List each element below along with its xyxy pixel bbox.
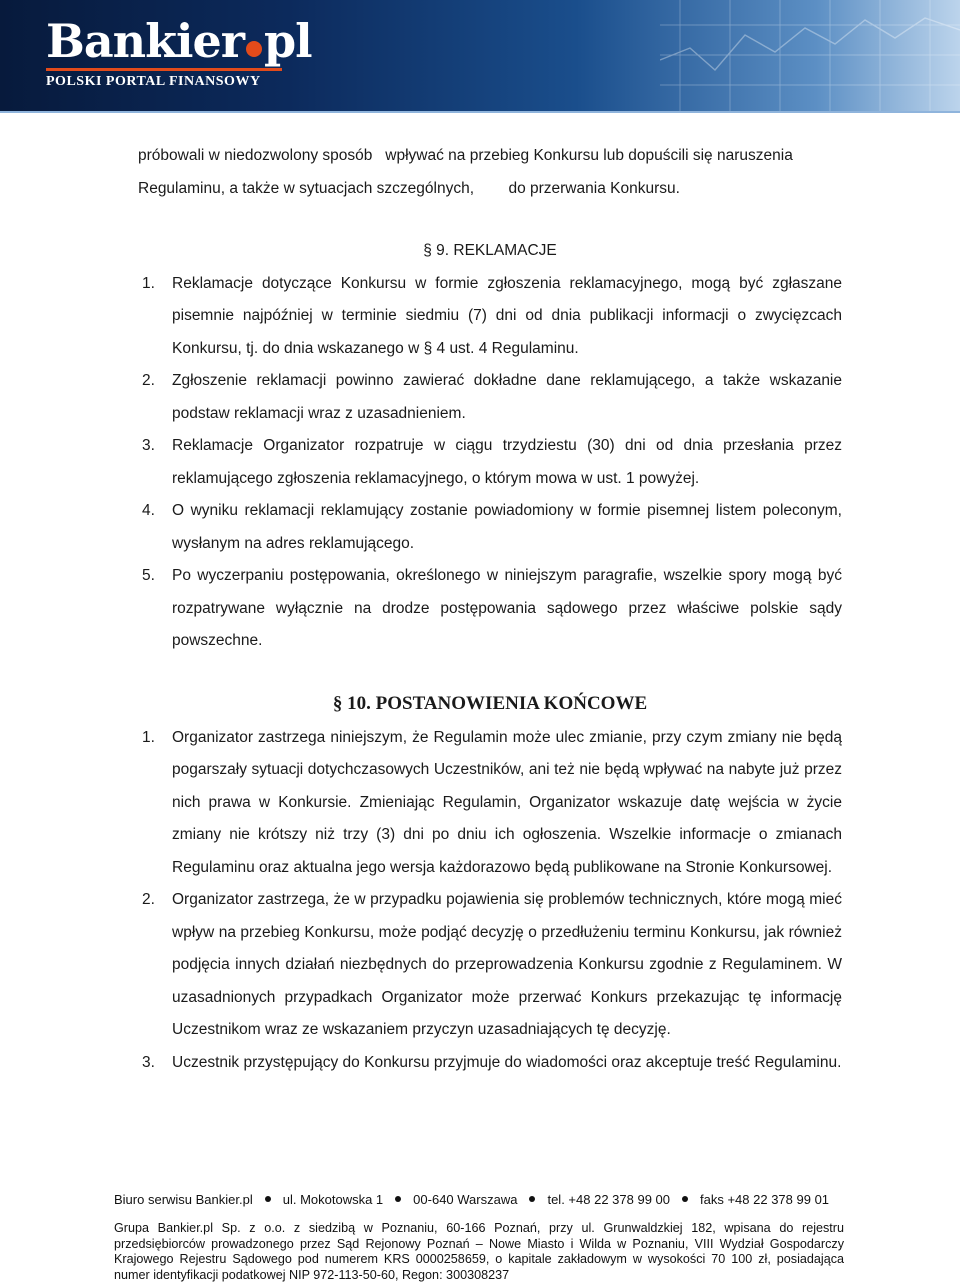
logo-underline [46, 68, 282, 71]
list-item [138, 1047, 842, 1080]
list-number: 1. [142, 274, 155, 292]
section-10-title: § 10. POSTANOWIENIA KOŃCOWE [332, 692, 648, 714]
list-number: 3. [142, 1053, 155, 1071]
logo-suffix-text: pl [263, 14, 312, 68]
page-footer [114, 1189, 844, 1283]
list-text: Po wyczerpaniu postępowania, określonego w niniejszym paragrafie, wszelkie spory mogą być rozpatrywane wyłącznie na drodze postępowania sądowego przez właściwe polskie sądy powszechne. [172, 567, 842, 649]
footer-street: ul. Mokotowska 1 [282, 1192, 384, 1207]
logo-dot-icon [246, 41, 262, 57]
logo-tagline: POLSKI PORTAL FINANSOWY [46, 74, 261, 89]
list-item [138, 430, 842, 495]
bullet-icon [265, 1196, 271, 1202]
list-item [138, 722, 842, 885]
bullet-icon [529, 1196, 535, 1202]
footer-office: Biuro serwisu Bankier.pl [114, 1192, 253, 1207]
list-number: 2. [142, 891, 155, 908]
list-text: Reklamacje Organizator rozpatruje w ciągu trzydziestu (30) dni od dnia przesłania przez reklamującego zgłoszenia reklamacyjnego, o którym mowa w ust. 1 powyżej. [172, 437, 842, 487]
section-10-list [138, 722, 842, 1080]
list-number: 3. [142, 437, 155, 454]
list-text: Zgłoszenie reklamacji powinno zawierać dokładne dane reklamującego, a także wskazanie podstaw reklamacji wraz z uzasadnieniem. [172, 372, 842, 422]
footer-city: 00-640 Warszawa [413, 1192, 518, 1207]
list-text: Organizator zastrzega, że w przypadku pojawienia się problemów technicznych, które mogą mieć wpływ na przebieg Konkursu, może podjąć decyzję o przedłużeniu terminu Konkursu, jak również podjęcia innych działań niezbędnych do przeprowadzenia Konkursu zgodnie z Regulaminem. W uzasadnionych przypadkach Organizator może przerwać Konkurs przekazując tę informację Uczestnikom wraz ze wskazaniem przyczyn uzasadniających tę decyzję. [172, 891, 842, 1038]
section-9-title: § 9. REKLAMACJE [423, 242, 557, 259]
list-item [138, 884, 842, 1047]
list-item [138, 495, 842, 560]
intro-line: próbowali w niedozwolony sposób wpływać na przebieg Konkursu lub dopuścili się naruszenia [138, 147, 793, 164]
list-text: Uczestnik przystępujący do Konkursu przyjmuje do wiadomości oraz akceptuje treść Regulaminu. [172, 1053, 842, 1071]
list-item [138, 560, 842, 658]
page-header [0, 0, 960, 113]
list-number: 4. [142, 502, 155, 519]
list-text: Reklamacje dotyczące Konkursu w formie zgłoszenia reklamacyjnego, mogą być zgłaszane pisemnie najpóźniej w terminie siedmiu (7) dni od dnia publikacji informacji o zwycięzcach Konkursu, tj. do dnia wskazanego w § 4 ust. 4 Regulaminu. [172, 274, 842, 357]
list-text: Organizator zastrzega niniejszym, że Regulamin może ulec zmianie, przy czym zmiany nie będą pogarszały sytuacji dotychczasowych Uczestników, ani też nie będą wpływać na nabyte już przez nich prawa w Konkursie. Zmieniając Regulamin, Organizator wskazuje datę wejścia w życie zmiany nie krótszy niż trzy (3) dni po dniu ich ogłoszenia. Wszelkie informacje o zmianach Regulaminu oraz aktualna jego wersja każdorazowo będą publikowane na Stronie Konkursowej. [172, 728, 842, 876]
header-divider [0, 111, 960, 113]
bullet-icon [395, 1196, 401, 1202]
intro-paragraph [138, 140, 842, 205]
list-item [138, 365, 842, 430]
footer-contact-line [114, 1189, 844, 1211]
footer-phone: tel. +48 22 378 99 00 [547, 1192, 670, 1207]
list-number: 5. [142, 567, 155, 584]
chart-background-decoration [660, 0, 960, 113]
list-item [138, 268, 842, 366]
list-number: 2. [142, 372, 155, 389]
footer-fax: faks +48 22 378 99 01 [700, 1192, 830, 1207]
logo-main-text: Bankier [46, 14, 244, 68]
bankier-logo[interactable] [46, 14, 312, 68]
list-text: O wyniku reklamacji reklamujący zostanie powiadomiony w formie pisemnej listem poleconym, wysłanym na adres reklamującego. [172, 502, 842, 552]
section-9-list [138, 268, 842, 658]
document-body [138, 140, 842, 1079]
intro-line: Regulaminu, a także w sytuacjach szczególnych, do przerwania Konkursu. [138, 179, 680, 197]
footer-legal-text: Grupa Bankier.pl Sp. z o.o. z siedzibą w Poznaniu, 60-166 Poznań, przy ul. Grunwaldzkiej 182, wpisana do rejestru przedsiębiorców prowadzonego przez Sąd Rejonowy Poznań – Nowe Miasto i Wilda w Poznaniu, VIII Wydział Gospodarczy Krajowego Rejestru Sądowego pod numerem KRS 0000258659, o kapitale zakładowym w wysokości 70 100 zł, posiadająca numer identyfikacji podatkowej NIP 972-113-50-60, Regon: 300308237 [114, 1221, 844, 1282]
list-number: 1. [142, 728, 155, 746]
bullet-icon [682, 1196, 688, 1202]
